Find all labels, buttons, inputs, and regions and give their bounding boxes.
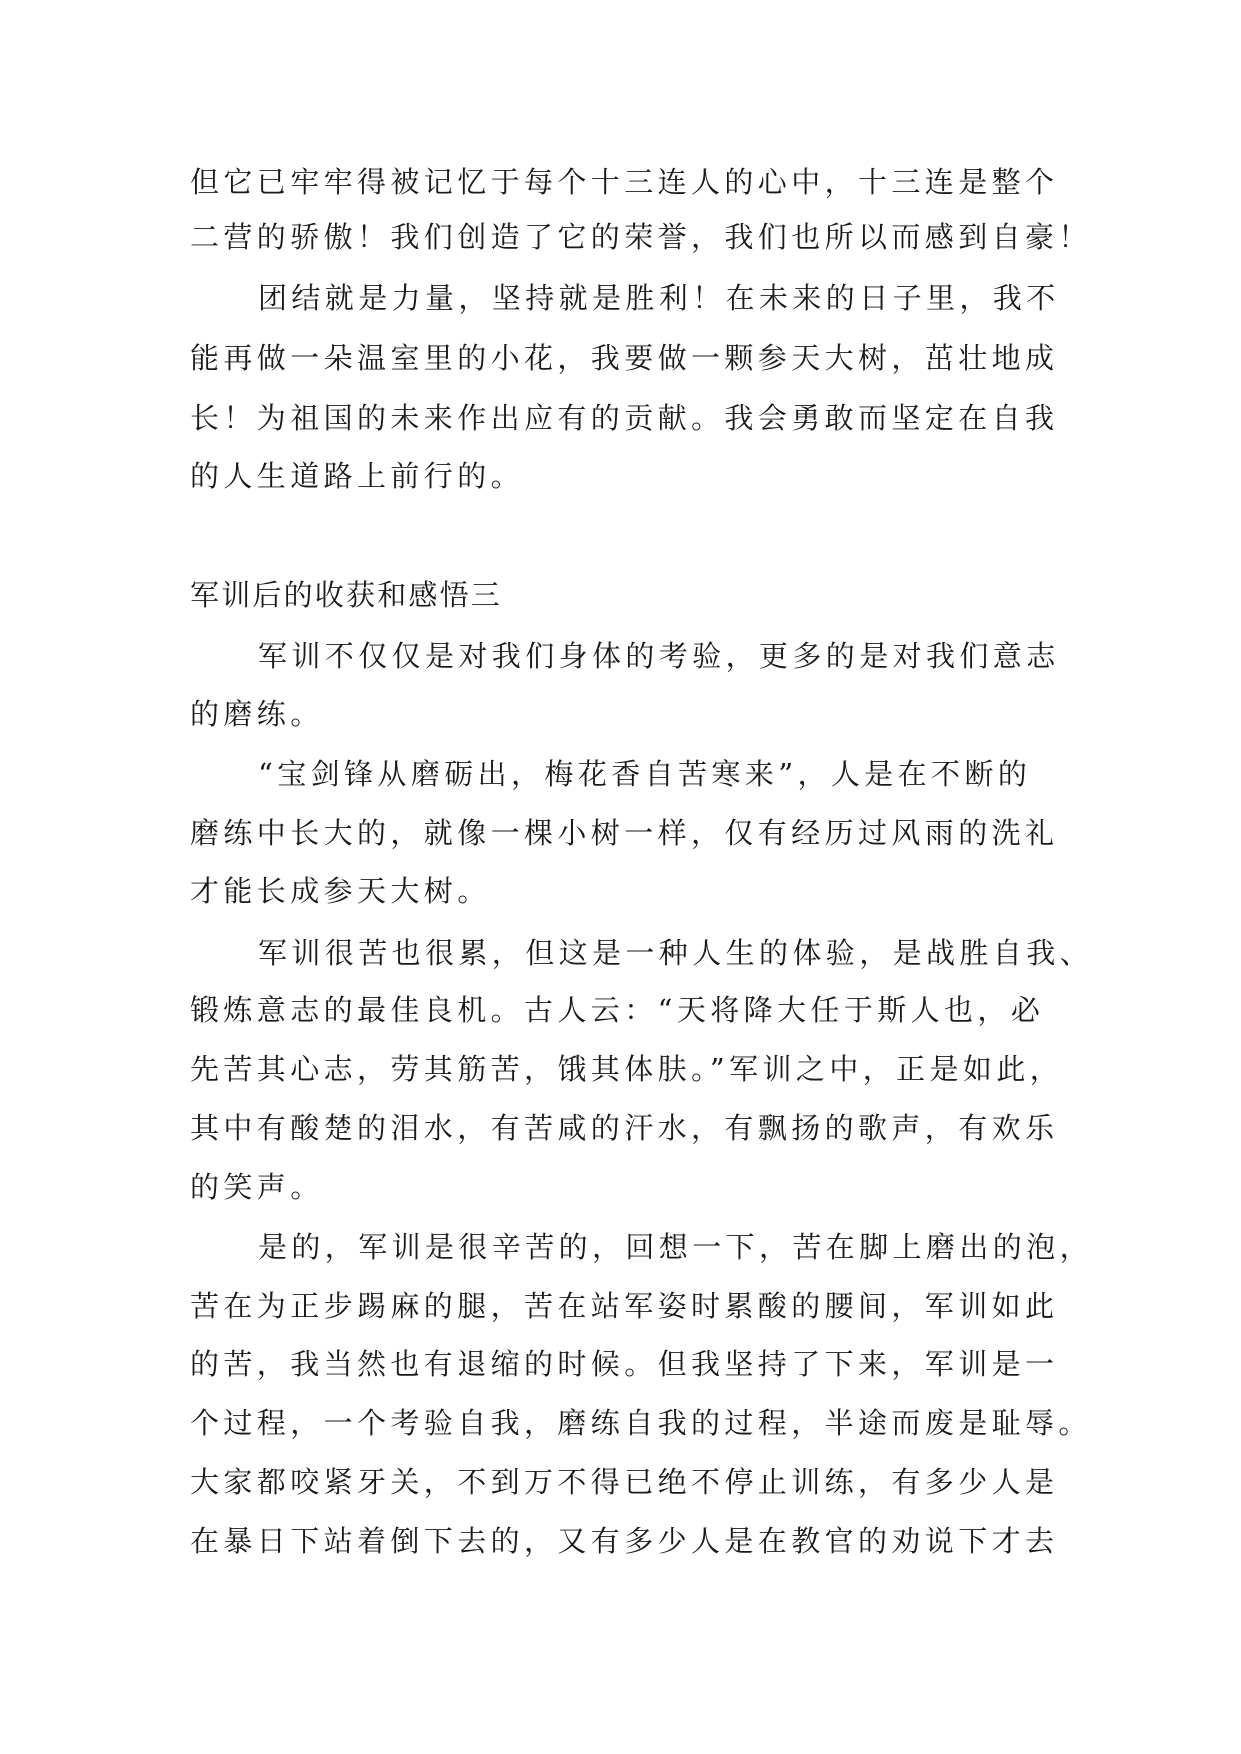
paragraph-line: 其中有酸楚的泪水，有苦咸的汗水，有飘扬的歌声，有欢乐 bbox=[190, 1111, 1059, 1145]
section-title: 军训后的收获和感悟三 bbox=[190, 578, 503, 612]
paragraph-line: 长！为祖国的未来作出应有的贡献。我会勇敢而坚定在自我 bbox=[190, 401, 1059, 435]
paragraph-line: 磨练中长大的，就像一棵小树一样，仅有经历过风雨的洗礼 bbox=[190, 816, 1059, 850]
paragraph-line: 二营的骄傲！我们创造了它的荣誉，我们也所以而感到自豪！ bbox=[190, 220, 1092, 254]
paragraph-line: 的苦，我当然也有退缩的时候。但我坚持了下来，军训是一 bbox=[190, 1347, 1059, 1381]
paragraph-line: 团结就是力量，坚持就是胜利！在未来的日子里，我不 bbox=[258, 281, 1060, 315]
paragraph-line: 的人生道路上前行的。 bbox=[190, 459, 525, 493]
paragraph-line: 但它已牢牢得被记忆于每个十三连人的心中，十三连是整个 bbox=[190, 165, 1059, 199]
paragraph-line: 大家都咬紧牙关，不到万不得已绝不停止训练，有多少人是 bbox=[190, 1465, 1059, 1499]
paragraph-line: 军训很苦也很累，但这是一种人生的体验，是战胜自我、 bbox=[258, 936, 1094, 970]
paragraph-line: 军训不仅仅是对我们身体的考验，更多的是对我们意志 bbox=[258, 639, 1060, 673]
paragraph-line: 苦在为正步踢麻的腿，苦在站军姿时累酸的腰间，军训如此 bbox=[190, 1289, 1059, 1323]
paragraph-line: 才能长成参天大树。 bbox=[190, 874, 491, 908]
paragraph-line: 个过程，一个考验自我，磨练自我的过程，半途而废是耻辱。 bbox=[190, 1406, 1092, 1440]
paragraph-line: “宝剑锋从磨砺出，梅花香自苦寒来”，人是在不断的 bbox=[258, 757, 1032, 791]
paragraph-line: 锻炼意志的最佳良机。古人云：“天将降大任于斯人也，必 bbox=[190, 993, 1045, 1027]
paragraph-line: 是的，军训是很辛苦的，回想一下，苦在脚上磨出的泡， bbox=[258, 1230, 1094, 1264]
paragraph-line: 的磨练。 bbox=[190, 697, 324, 731]
paragraph-line: 能再做一朵温室里的小花，我要做一颗参天大树，茁壮地成 bbox=[190, 341, 1059, 375]
paragraph-line: 的笑声。 bbox=[190, 1170, 324, 1204]
paragraph-line: 先苦其心志，劳其筋苦，饿其体肤。”军训之中，正是如此， bbox=[190, 1052, 1064, 1086]
paragraph-line: 在暴日下站着倒下去的，又有多少人是在教官的劝说下才去 bbox=[190, 1524, 1059, 1558]
